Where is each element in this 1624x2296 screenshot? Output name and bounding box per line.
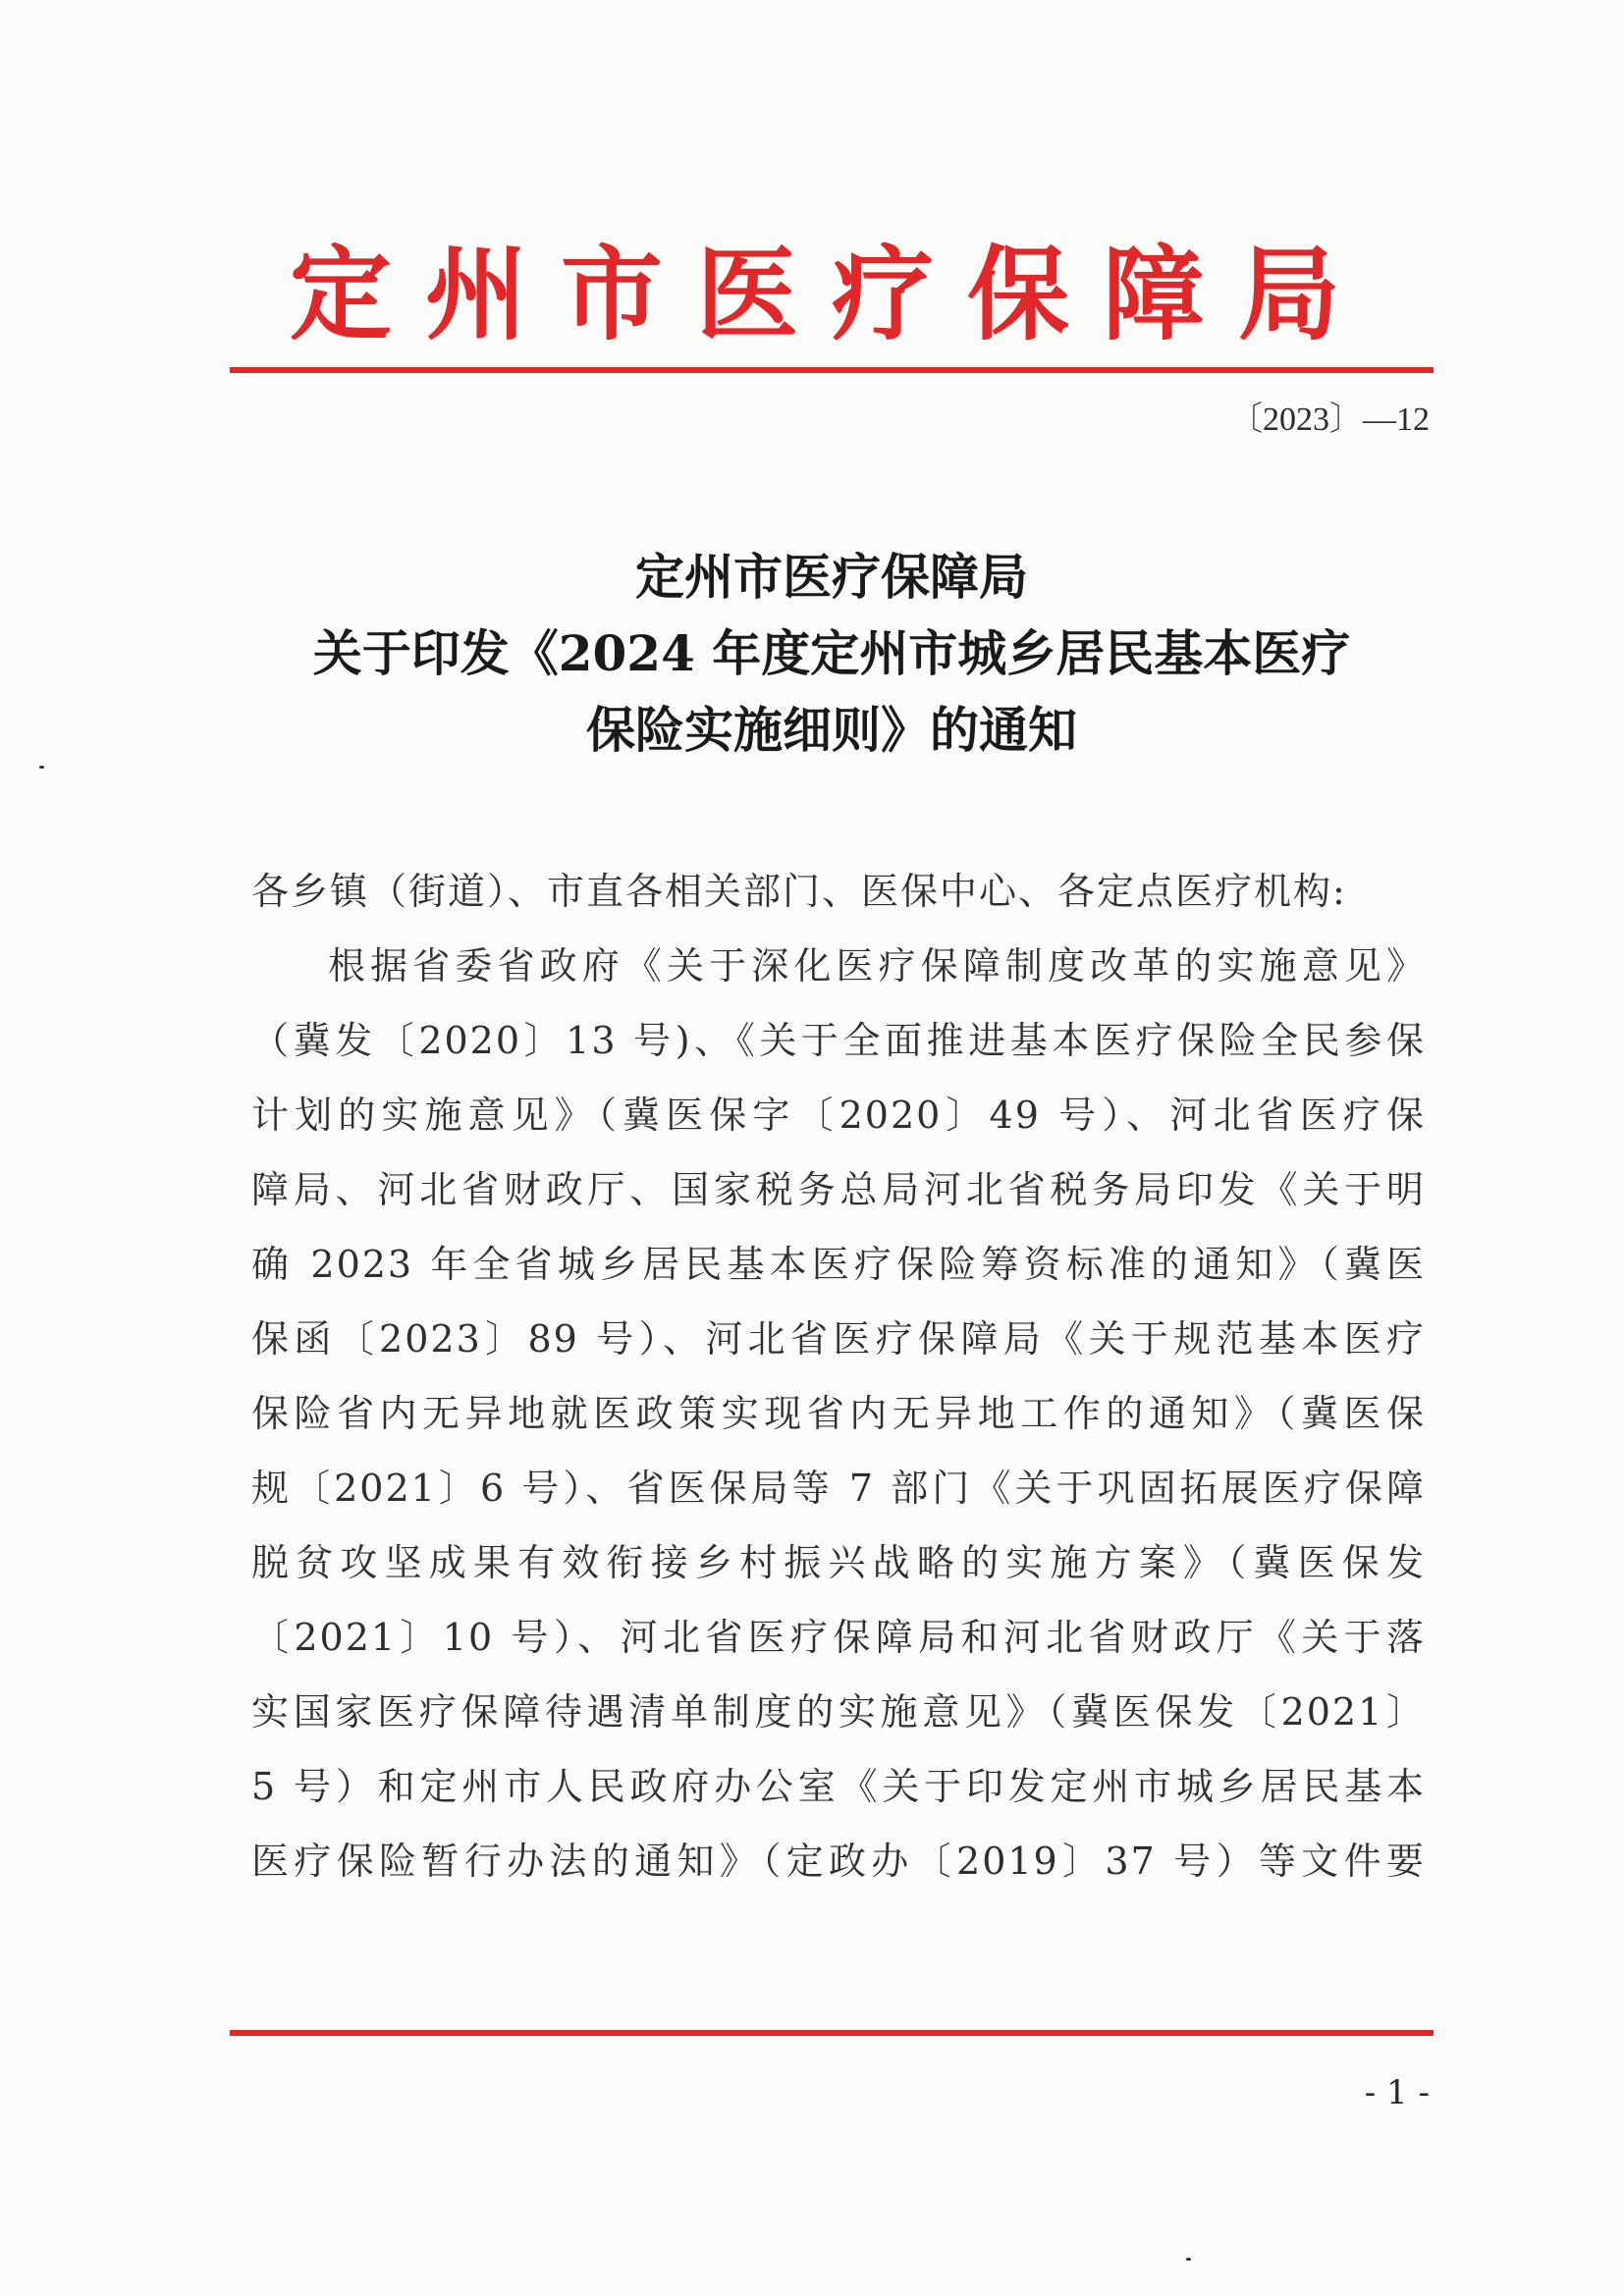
body-line: 医疗保险暂行办法的通知》（定政办〔2019〕37 号）等文件要 [251,1840,1426,1883]
body-line: 脱贫攻坚成果有效衔接乡村振兴战略的实施方案》（冀医保发 [251,1541,1426,1584]
body-line: 实国家医疗保障待遇清单制度的实施意见》（冀医保发〔2021〕 [251,1690,1426,1734]
body-line: 确 2023 年全省城乡居民基本医疗保险筹资标准的通知》（冀医 [251,1243,1426,1286]
page-number: - 1 - [1364,2073,1430,2112]
body-line: 保险省内无异地就医政策实现省内无异地工作的通知》（冀医保 [251,1392,1426,1435]
body-line: 5 号）和定州市人民政府办公室《关于印发定州市城乡居民基本 [251,1765,1426,1808]
body-line: 保函〔2023〕89 号）、河北省医疗保障局《关于规范基本医疗 [251,1317,1426,1361]
body-line: 〔2021〕10 号）、河北省医疗保障局和河北省财政厅《关于落 [251,1616,1426,1659]
scan-speck [39,766,44,769]
body-line: 障局、河北省财政厅、国家税务总局河北省税务局印发《关于明 [251,1168,1426,1211]
body-line: 规〔2021〕6 号）、省医保局等 7 部门《关于巩固拓展医疗保障 [251,1467,1426,1510]
document-number: 〔2023〕—12 [1229,401,1430,438]
body-line: 计划的实施意见》（冀医保字〔2020〕49 号）、河北省医疗保 [251,1094,1426,1137]
issuer-masthead: 定州市医疗保障局 [289,234,1374,354]
title-line-1: 定州市医疗保障局 [635,548,1028,606]
title-line-2: 关于印发《2024 年度定州市城乡居民基本医疗 [312,624,1351,682]
salutation: 各乡镇（街道）、市直各相关部门、医保中心、各定点医疗机构: [251,870,1347,913]
footer-red-rule [230,2030,1434,2036]
body-line: （冀发〔2020〕13 号)、《关于全面推进基本医疗保险全民参保 [251,1019,1426,1062]
scan-speck [1186,2258,1191,2261]
title-line-3: 保险实施细则》的通知 [586,701,1077,759]
body-line: 根据省委省政府《关于深化医疗保障制度改革的实施意见》 [328,944,1426,988]
masthead-red-rule [230,367,1434,373]
